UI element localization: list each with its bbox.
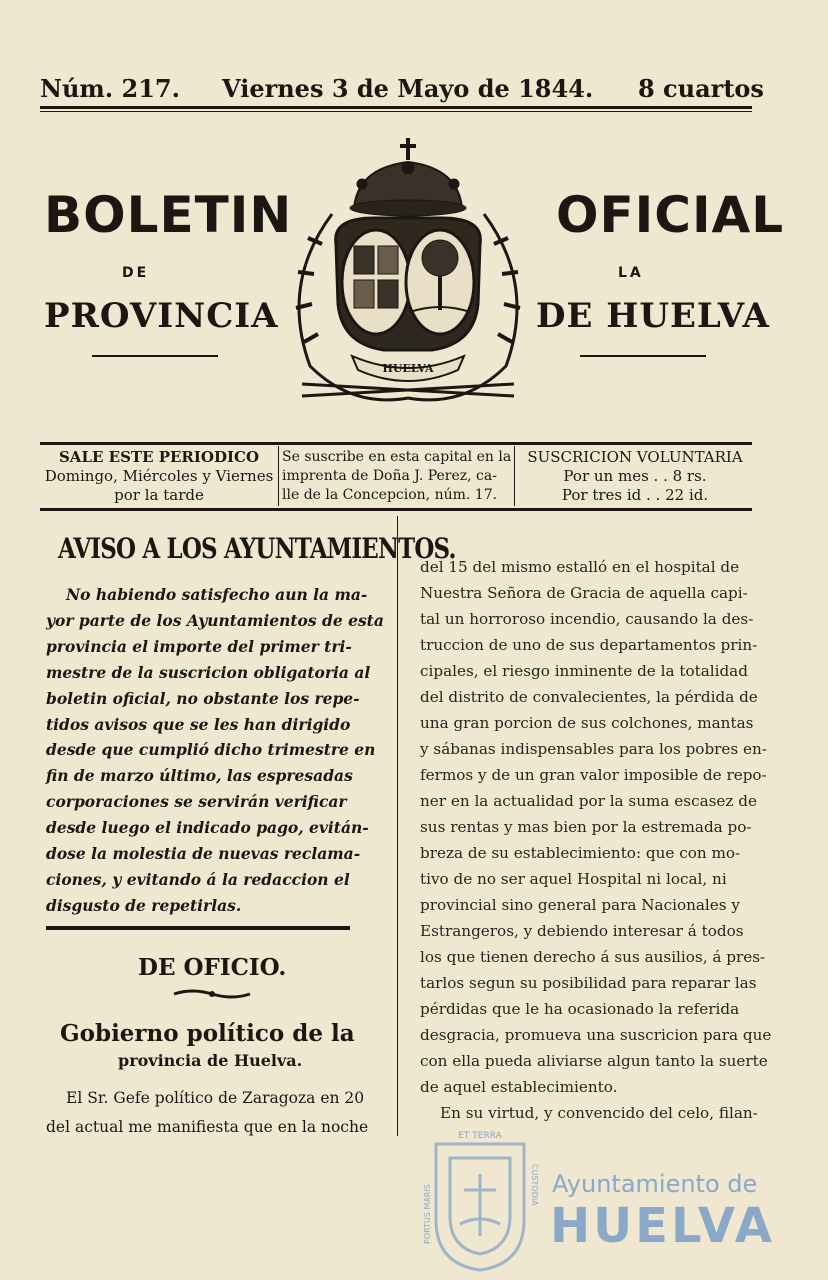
watermark-line2: HUELVA [550, 1198, 775, 1254]
municipal-seal-icon [420, 1124, 540, 1272]
info-subscription-place: Se suscribe en esta capital en la imprenta de Doña J. Perez, ca- lle de la Concepcion, núm. 17. [282, 449, 512, 503]
seal-left-text: PORTUS MARIS [423, 1184, 432, 1244]
band-divider-1 [278, 446, 279, 506]
gobierno-title: Gobierno político de la [60, 1020, 355, 1047]
band-rule-bottom [40, 508, 752, 511]
seal-right-text: CUSTODIA [530, 1164, 539, 1206]
masthead-boletin: BOLETIN [44, 186, 293, 244]
masthead-flourish-right [580, 355, 706, 357]
masthead-flourish-left [92, 355, 218, 357]
masthead-oficial: OFICIAL [556, 186, 785, 244]
oficio-title: DE OFICIO. [138, 954, 287, 981]
masthead-de: DE [122, 265, 150, 281]
oficio-body: El Sr. Gefe político de Zaragoza en 20 del actual me manifiesta que en la noche [46, 1089, 369, 1136]
masthead-provincia: PROVINCIA [44, 296, 279, 336]
column-divider [397, 516, 398, 1136]
issue-date: Viernes 3 de Mayo de 1844. [222, 74, 594, 103]
header-rule-thin [40, 111, 752, 112]
gobierno-subtitle: provincia de Huelva. [118, 1051, 303, 1070]
coat-of-arms-icon [262, 134, 534, 418]
ornament-icon [172, 988, 252, 1000]
info-subscription-prices: SUSCRICION VOLUNTARIA Por un mes . . 8 rs. Por tres id . . 22 id. [527, 448, 743, 504]
masthead-la: LA [618, 265, 644, 281]
band-divider-2 [514, 446, 515, 506]
aviso-body: No habiendo satisfecho aun la ma- yor parte de los Ayuntamientos de esta provincia el importe del primer tri- mestre de la suscricion obligatoria al boletin oficial, no obstante los repe- tidos avisos que se les han dirigido desde que cumplió dicho trimestre en fin de marzo último, las espresadas corporaciones se servirán verificar desde luego el indicado pago, evitán- dose la molestia de nuevas reclama- ciones, y evitando á la redaccion el disgusto de repetirlas. [46, 585, 384, 915]
watermark-line1: Ayuntamiento de [552, 1170, 758, 1198]
seal-top-text: ET TERRA [458, 1131, 502, 1141]
header-rule [40, 106, 752, 109]
issue-number: Núm. 217. [40, 74, 180, 103]
right-column-text: del 15 del mismo estalló en el hospital de Nuestra Señora de Gracia de aquella capi- tal un horroroso incendio, causando la des- truccion de uno de sus departamentos prin- cipales, el riesgo inminente de la totalidad del distrito de convalecientes, la pérdida de una gran porcion de sus colchones, mantas y sábanas indispensables para los pobres en- fermos y de un gran valor imposible de repo- ner en la actualidad por la suma escasez de sus rentas y mas bien por la estremada po- breza de su establecimiento: que con mo- tivo de no ser aquel Hospital ni local, ni provincial sino general para Nacionales y Estrangeros, y debiendo interesar á todos los que tienen derecho á sus ausilios, á pres- tarlos segun su posibilidad para reparar las pérdidas que le ha ocasionado la referida desgracia, promueva una suscricion para que con ella pueda aliviarse algun tanto la suerte de aquel establecimiento. En su virtud, y convencido del celo, filan- [420, 558, 772, 1122]
band-rule-top [40, 442, 752, 445]
masthead-de-huelva: DE HUELVA [536, 296, 770, 336]
issue-price: 8 cuartos [638, 74, 764, 103]
aviso-end-rule [46, 926, 350, 930]
aviso-title: AVISO A LOS AYUNTAMIENTOS. [58, 532, 456, 565]
info-publication-days: SALE ESTE PERIODICO Domingo, Miércoles y Viernes por la tarde [44, 448, 274, 504]
crest-ribbon-label: HUELVA [382, 362, 434, 375]
